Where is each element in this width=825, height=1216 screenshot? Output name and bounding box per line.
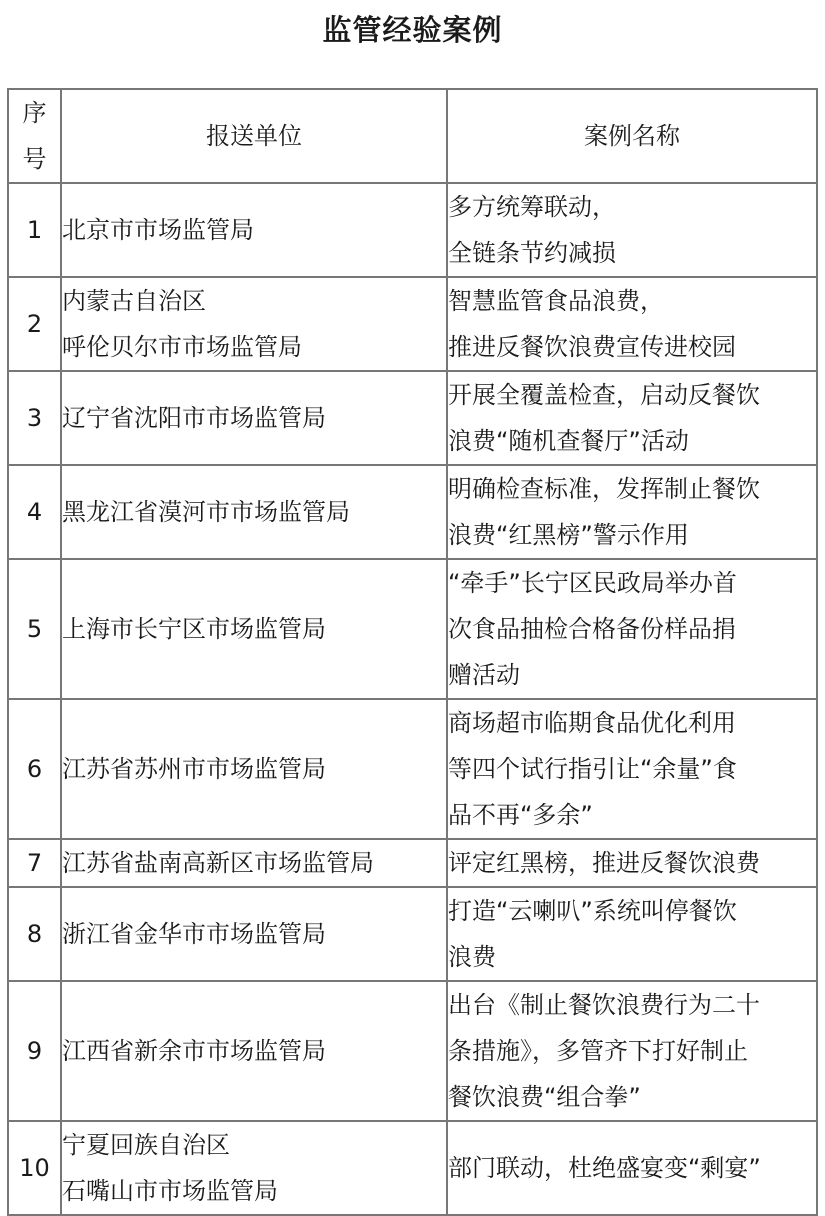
case-name-line: 智慧监管食品浪费， bbox=[448, 287, 664, 315]
table-row bbox=[8, 699, 817, 839]
row-case-name bbox=[447, 371, 817, 465]
unit-line: 浙江省金华市市场监管局 bbox=[62, 920, 326, 948]
row-index: 3 bbox=[8, 371, 61, 465]
header-name: 案例名称 bbox=[447, 89, 817, 183]
unit-line: 上海市长宁区市场监管局 bbox=[62, 615, 326, 643]
unit-line: 内蒙古自治区 bbox=[62, 287, 206, 315]
header-unit: 报送单位 bbox=[61, 89, 447, 183]
row-index: 4 bbox=[8, 465, 61, 559]
case-name-line: 次食品抽检合格备份样品捐 bbox=[448, 615, 736, 643]
table-row bbox=[8, 839, 817, 887]
table-row bbox=[8, 1121, 817, 1215]
row-index: 10 bbox=[8, 1121, 61, 1215]
case-name-line: 浪费 bbox=[448, 943, 496, 971]
unit-line: 宁夏回族自治区 bbox=[62, 1131, 230, 1159]
case-name-line: 条措施》，多管齐下打好制止 bbox=[448, 1037, 748, 1065]
case-name-line: “牵手”长宁区民政局举办首 bbox=[448, 569, 737, 597]
page-title: 监管经验案例 bbox=[322, 13, 503, 47]
row-index: 6 bbox=[8, 699, 61, 839]
row-case-name bbox=[447, 887, 817, 981]
case-name-line: 浪费“红黑榜”警示作用 bbox=[448, 521, 689, 549]
table-row bbox=[8, 371, 817, 465]
row-unit bbox=[61, 699, 447, 839]
unit-line: 江苏省苏州市市场监管局 bbox=[62, 755, 326, 783]
table-row bbox=[8, 981, 817, 1121]
case-name-line: 餐饮浪费“组合拳” bbox=[448, 1083, 641, 1111]
case-name-line: 明确检查标准，发挥制止餐饮 bbox=[448, 475, 760, 503]
table-body bbox=[8, 183, 817, 1215]
row-unit bbox=[61, 981, 447, 1121]
unit-line: 江苏省盐南高新区市场监管局 bbox=[62, 849, 374, 877]
case-name-line: 出台《制止餐饮浪费行为二十 bbox=[448, 991, 760, 1019]
row-index: 1 bbox=[8, 183, 61, 277]
case-name-line: 推进反餐饮浪费宣传进校园 bbox=[448, 333, 736, 361]
row-unit bbox=[61, 839, 447, 887]
cases-table bbox=[7, 88, 818, 1216]
unit-line: 北京市市场监管局 bbox=[62, 216, 254, 244]
unit-line: 江西省新余市市场监管局 bbox=[62, 1037, 326, 1065]
row-case-name bbox=[447, 277, 817, 371]
header-index bbox=[8, 89, 61, 183]
unit-line: 黑龙江省漠河市市场监管局 bbox=[62, 498, 350, 526]
case-name-line: 全链条节约减损 bbox=[448, 239, 616, 267]
table-row bbox=[8, 183, 817, 277]
row-case-name bbox=[447, 839, 817, 887]
row-index: 5 bbox=[8, 559, 61, 699]
row-case-name bbox=[447, 559, 817, 699]
unit-line: 石嘴山市市场监管局 bbox=[62, 1177, 278, 1205]
case-name-line: 打造“云喇叭”系统叫停餐饮 bbox=[448, 897, 737, 925]
row-case-name bbox=[447, 465, 817, 559]
table-row bbox=[8, 277, 817, 371]
case-name-line: 等四个试行指引让“余量”食 bbox=[448, 755, 737, 783]
case-name-line: 开展全覆盖检查，启动反餐饮 bbox=[448, 381, 760, 409]
row-unit bbox=[61, 465, 447, 559]
case-name-line: 浪费“随机查餐厅”活动 bbox=[448, 427, 689, 455]
header-index-line: 号 bbox=[22, 145, 47, 173]
row-index: 9 bbox=[8, 981, 61, 1121]
case-name-line: 多方统筹联动， bbox=[448, 193, 616, 221]
table-row bbox=[8, 887, 817, 981]
row-unit bbox=[61, 371, 447, 465]
row-unit bbox=[61, 277, 447, 371]
row-case-name bbox=[447, 699, 817, 839]
row-unit bbox=[61, 1121, 447, 1215]
case-name-line: 赠活动 bbox=[448, 661, 520, 689]
case-name-line: 评定红黑榜，推进反餐饮浪费 bbox=[448, 849, 760, 877]
row-unit bbox=[61, 887, 447, 981]
row-index: 7 bbox=[8, 839, 61, 887]
table-row bbox=[8, 559, 817, 699]
row-case-name bbox=[447, 183, 817, 277]
row-case-name bbox=[447, 981, 817, 1121]
unit-line: 辽宁省沈阳市市场监管局 bbox=[62, 404, 326, 432]
table-row bbox=[8, 465, 817, 559]
row-unit bbox=[61, 183, 447, 277]
row-index: 2 bbox=[8, 277, 61, 371]
row-unit bbox=[61, 559, 447, 699]
table-header-row bbox=[8, 89, 817, 183]
case-name-line: 品不再“多余” bbox=[448, 801, 593, 829]
case-name-line: 部门联动，杜绝盛宴变“剩宴” bbox=[448, 1154, 761, 1182]
row-index: 8 bbox=[8, 887, 61, 981]
unit-line: 呼伦贝尔市市场监管局 bbox=[62, 333, 302, 361]
row-case-name bbox=[447, 1121, 817, 1215]
header-index-line: 序 bbox=[22, 99, 47, 127]
case-name-line: 商场超市临期食品优化利用 bbox=[448, 709, 736, 737]
